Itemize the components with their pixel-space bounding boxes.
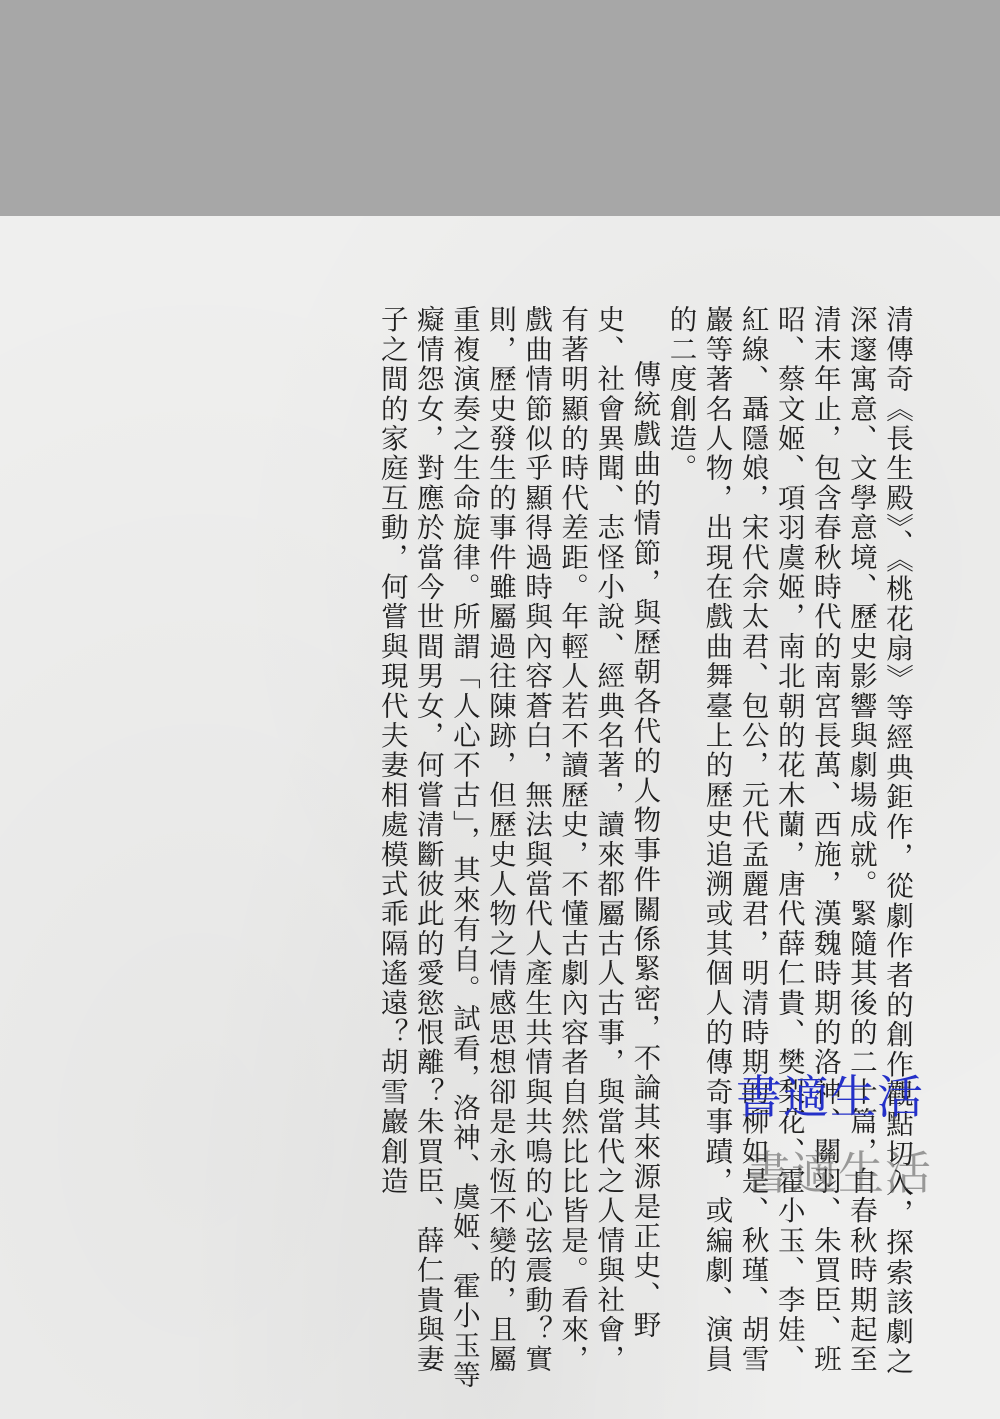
header-band	[0, 0, 1000, 216]
watermark-logo: 書適生活	[736, 1070, 924, 1124]
body-text	[215, 305, 915, 1395]
paragraph-1: 清傳奇《長生殿》、《桃花扇》等經典鉅作，從劇作者的創作觀點切入，探索該劇之深邃寓意、文學意境、歷史影響與劇場成就。緊隨其後的二十篇，自春秋時期起至清末年止，包含春秋時代的南宮長萬、西施，漢魏時期的洛神、關羽、朱買臣、班昭、蔡文姬、項羽虞姬，南北朝的花木蘭，唐代薛仁貴、樊梨花、霍小玉、李娃、紅線、聶隱娘，宋代佘太君、包公，元代孟麗君，明清時期的柳如是、秋瑾、胡雪巖等著名人物，出現在戲曲舞臺上的歷史追溯或其個人的傳奇事蹟，或編劇、演員的二度創造。	[664, 305, 913, 1377]
watermark-logo-shadow: 書適生活	[744, 1146, 932, 1200]
paragraph-2: 傳統戲曲的情節，與歷朝各代的人物事件關係緊密，不論其來源是正史、野史、社會異聞、志怪小說、經典名著，讀來都屬古人古事，與當代之人情與社會，有著明顯的時代差距。年輕人若不讀歷史，不懂古劇內容者自然比比皆是。看來，戲曲情節似乎顯得過時與內容蒼白，無法與當代人產生共情與共鳴的心弦震動？實則，歷史發生的事件雖屬過往陳跡，但歷史人物之情感思想卻是永恆不變的，且屬重複演奏之生命旋律。所謂「人心不古」，其來有自。試看，洛神、虞姬、霍小玉等癡情怨女，對應於當今世間男女，何嘗清斷彼此的愛慾恨離？朱買臣、薛仁貴與妻子之間的家庭互動，何嘗與現代夫妻相處模式乖隔遙遠？胡雪巖創造	[375, 305, 661, 1391]
